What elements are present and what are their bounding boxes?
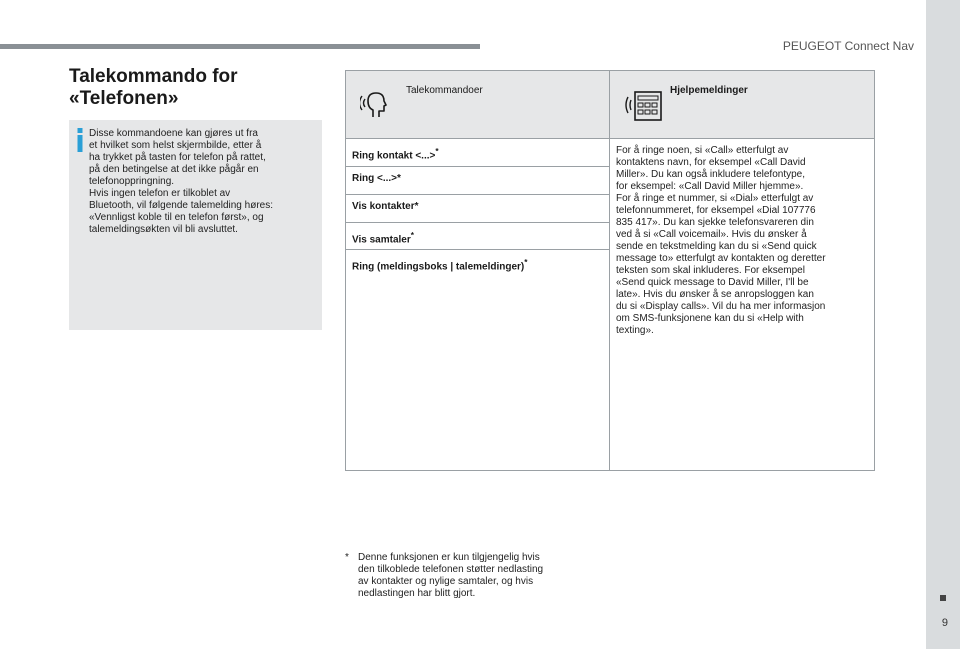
footnote-mark: *	[435, 146, 439, 157]
table-header-row	[346, 71, 875, 139]
section-title: Talekommando for «Telefonen»	[69, 66, 238, 109]
footnote-mark: *	[414, 200, 419, 212]
table-header-commands	[346, 71, 610, 139]
command-cell	[346, 194, 610, 222]
command-cell	[346, 139, 610, 167]
command-label: Ring (meldingsboks | talemeldinger)	[352, 261, 525, 273]
command-cell	[346, 166, 610, 194]
table-header-commands-label: Talekommandoer	[406, 85, 483, 96]
page-edge-bar	[926, 0, 960, 649]
footnote	[345, 552, 605, 600]
table-header-help	[610, 71, 875, 139]
header-rule	[0, 44, 480, 49]
footnote-mark: *	[410, 229, 414, 240]
info-box	[69, 120, 322, 330]
footnote-mark: *	[524, 257, 528, 268]
help-message-cell: For å ringe noen, si «Call» etterfulgt av kontaktens navn, for eksempel «Call David Miller». Du kan også inkludere telefontype, for eksempel: «Call David Miller hjemme». For å ringe et nummer, si «Dial» etterfulgt av telefonnummeret, for eksempel «Dial 107776 835 417». Du kan sjekke telefonsvareren din ved å si «Call voicemail». Hvis du ønsker å sende en tekstmelding kan du si «Send quick message to» etterfulgt av kontakten og deretter teksten som skal inkluderes. For eksempel «Send quick message to David Miller, I'll be late». Hvis du ønsker å se anropsloggen kan du si «Display calls». Vil du ha mer informasjon om SMS-funksjonene kan du si «Help with texting».	[610, 139, 875, 471]
header-title: PEUGEOT Connect Nav	[782, 39, 914, 53]
command-label: Vis kontakter	[352, 200, 415, 212]
page-number: 9	[941, 617, 948, 629]
info-icon	[76, 128, 84, 152]
voice-command-table	[345, 70, 875, 471]
speaking-head-icon	[360, 89, 392, 119]
command-cell	[346, 250, 610, 471]
footnote-text: Denne funksjonen er kun tilgjengelig hvis den tilkoblede telefonen støtter nedlasting av kontakter og nylige samtaler, og hvis nedlastingen har blitt gjort.	[358, 552, 544, 599]
footnote-star: *	[345, 552, 349, 563]
voice-screen-icon	[624, 89, 664, 123]
command-label: Ring kontakt <...>	[352, 150, 436, 162]
command-label: Vis samtaler	[352, 233, 411, 245]
command-cell	[346, 222, 610, 250]
table-row	[346, 139, 875, 167]
page-marker	[940, 595, 946, 601]
command-label: Ring <...>	[352, 172, 398, 184]
footnote-mark: *	[397, 172, 401, 184]
table-header-help-label: Hjelpemeldinger	[670, 85, 748, 96]
info-text: Disse kommandoene kan gjøres ut fra et hvilket som helst skjermbilde, etter å ha trykket på tasten for telefon på rattet, på den betingelse at det ikke pågår en telefonoppringning. Hvis ingen telefon er tilkoblet av Bluetooth, vil følgende talemelding høres: «Vennligst koble til en telefon først», og talemeldingsøkten vil bli avsluttet.	[89, 128, 273, 235]
